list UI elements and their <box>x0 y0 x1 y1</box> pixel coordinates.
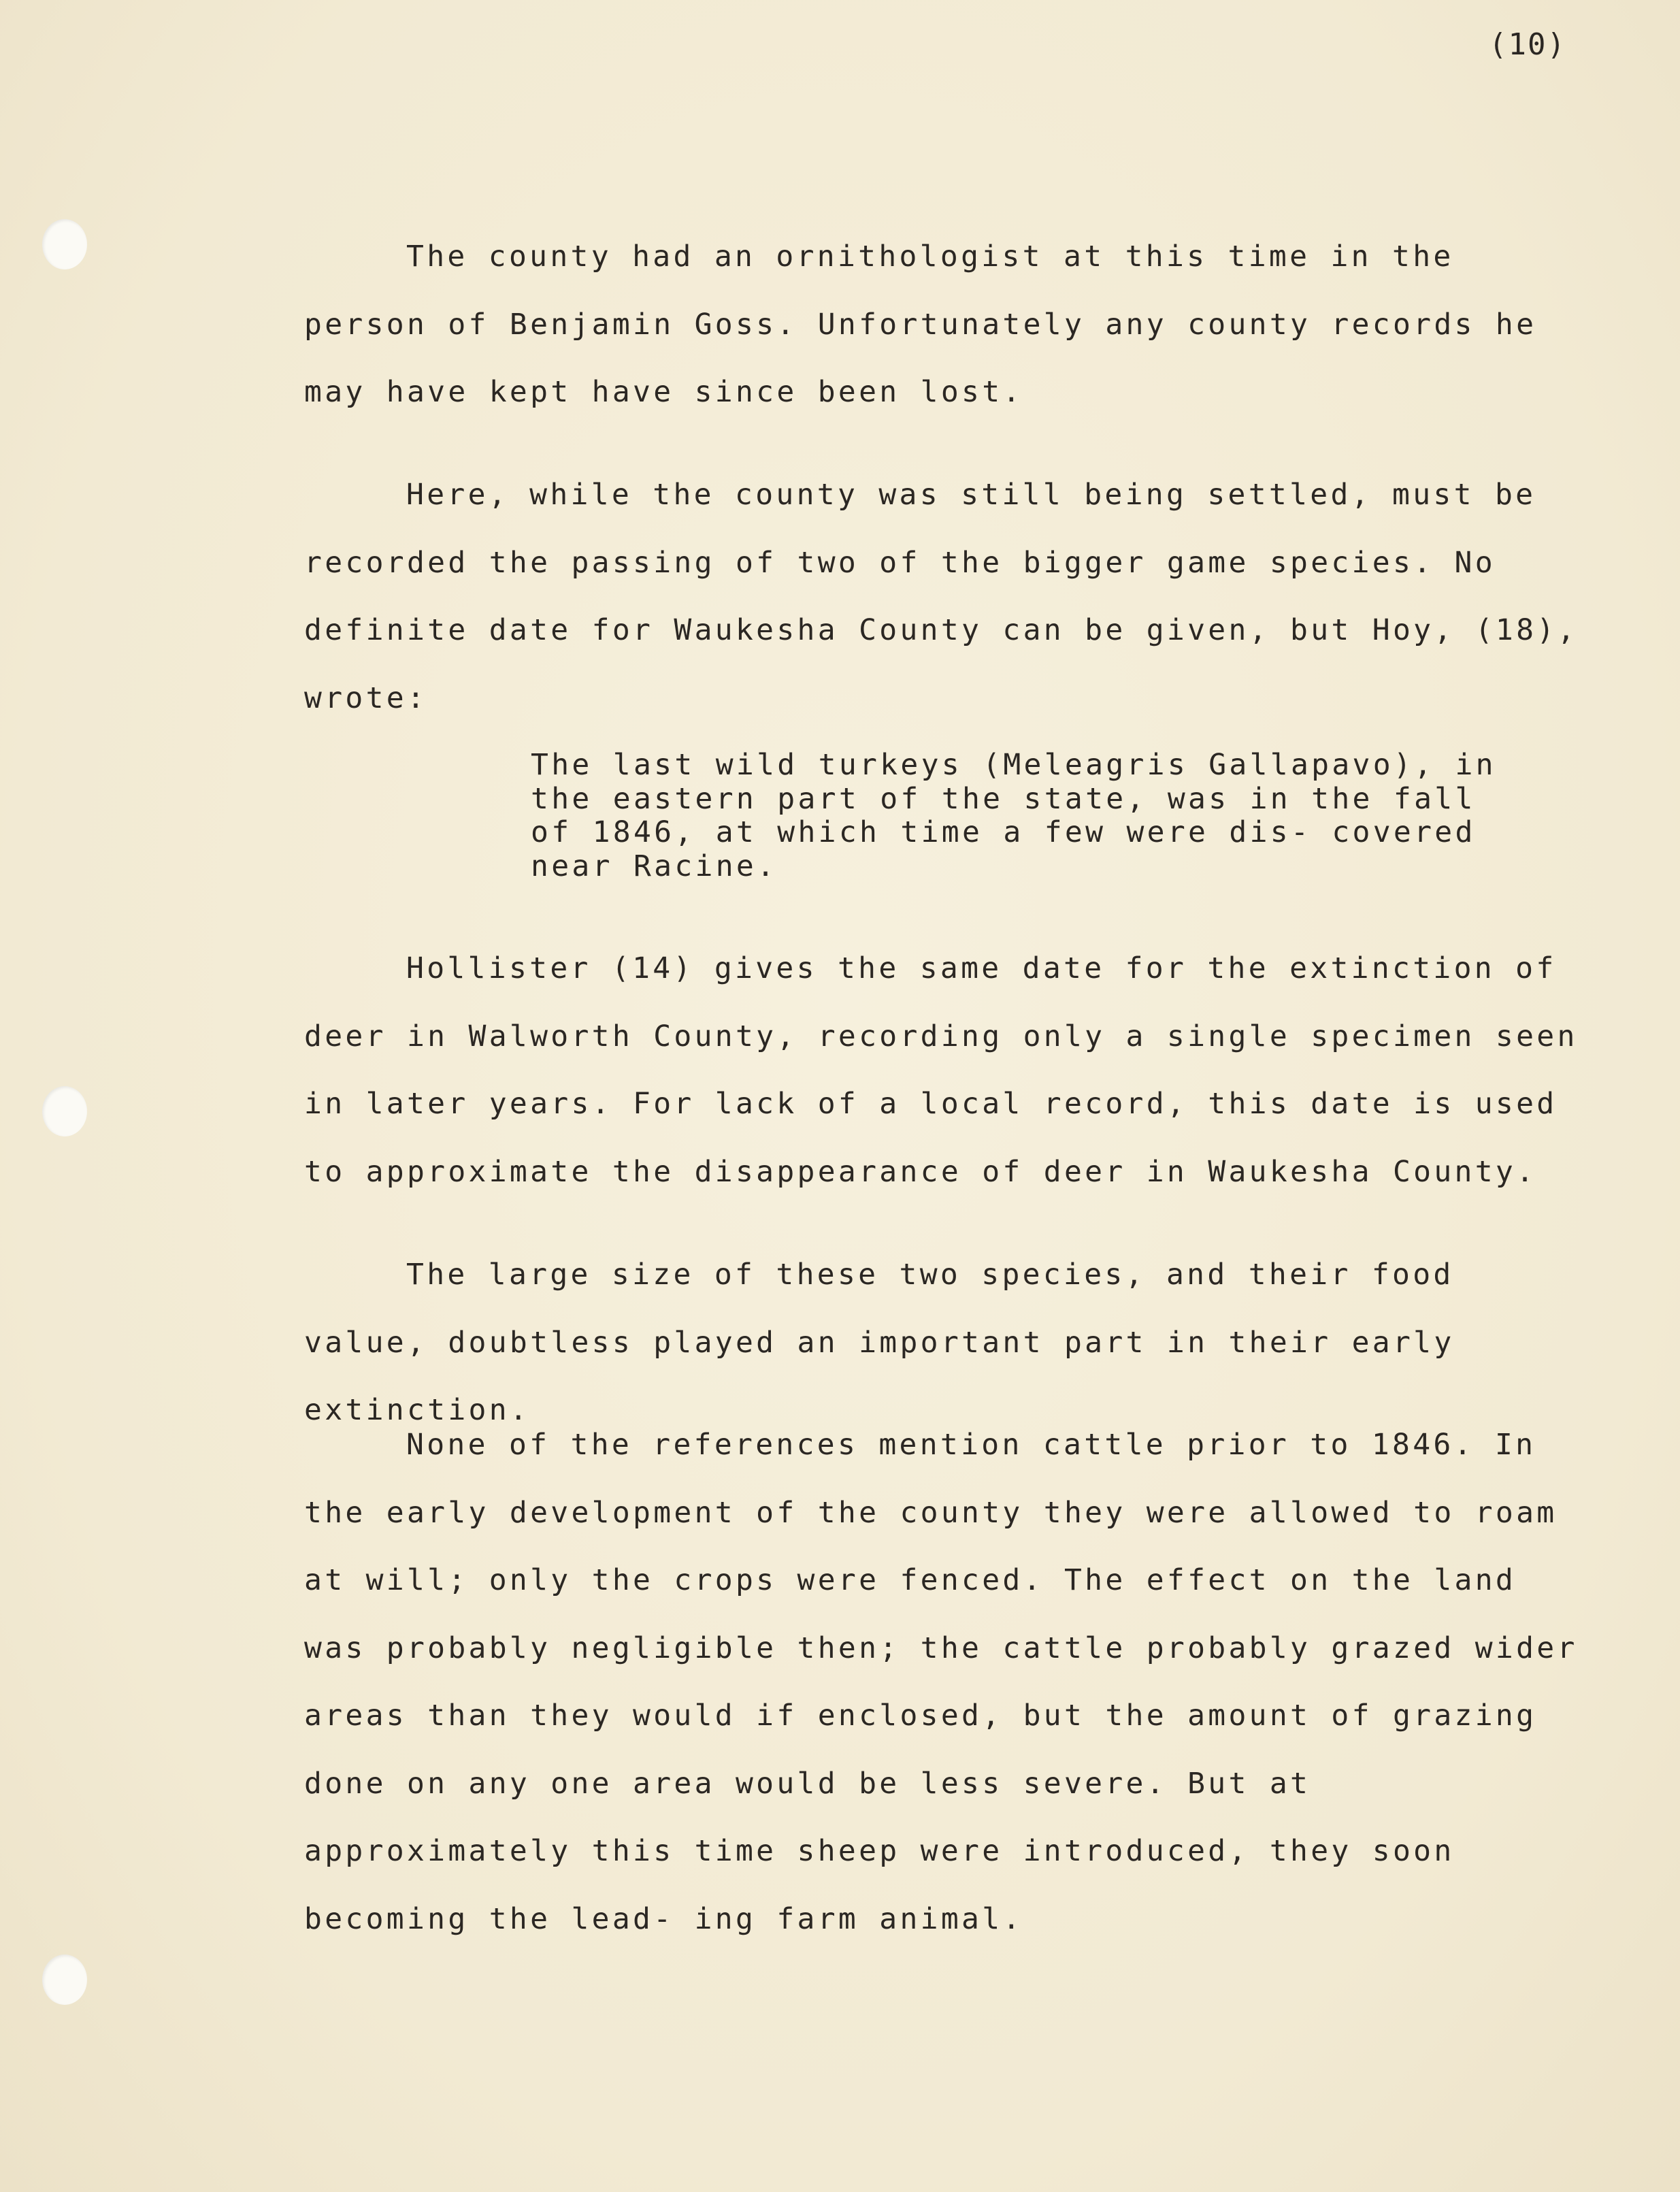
paragraph-deer-extinction: Hollister (14) gives the same date for the extinction of deer in Walworth County, recording only a single specimen seen in later years. For lack of a local record, this date is used to approximate the disappearance of deer in Waukesha County. <box>304 951 1598 1189</box>
page-number: (10) <box>1489 27 1566 62</box>
punch-hole-bottom <box>42 1954 87 2005</box>
paragraph-ornithologist: The county had an ornithologist at this time in the person of Benjamin Goss. Unfortunately any county records he may have kept have since been lost. <box>304 240 1558 409</box>
punch-hole-top <box>42 219 87 269</box>
block-quote-turkeys: The last wild turkeys (Meleagris Gallapavo), in the eastern part of the state, was in the fall of 1846, at which time a few were dis- covered near Racine. <box>531 748 1517 883</box>
paragraph-cattle-sheep: None of the references mention cattle prior to 1846. In the early development of the county they were allowed to roam at will; only the crops were fenced. The effect on the land was probably negligible then; the cattle probably grazed wider areas than they would if enclosed, but the amount of grazing done on any one area would be less severe. But at approximately this time sheep were introduced, they soon becoming the lead- ing farm animal. <box>304 1428 1598 1936</box>
punch-hole-middle <box>42 1086 87 1136</box>
paragraph-game-species: Here, while the county was still being settled, must be recorded the passing of two of the bigger game species. No definite date for Waukesha County can be given, but Hoy, (18), wrote: <box>304 478 1598 715</box>
paragraph-food-value: The large size of these two species, and their food value, doubtless played an important part in their early extinction. <box>304 1258 1475 1427</box>
